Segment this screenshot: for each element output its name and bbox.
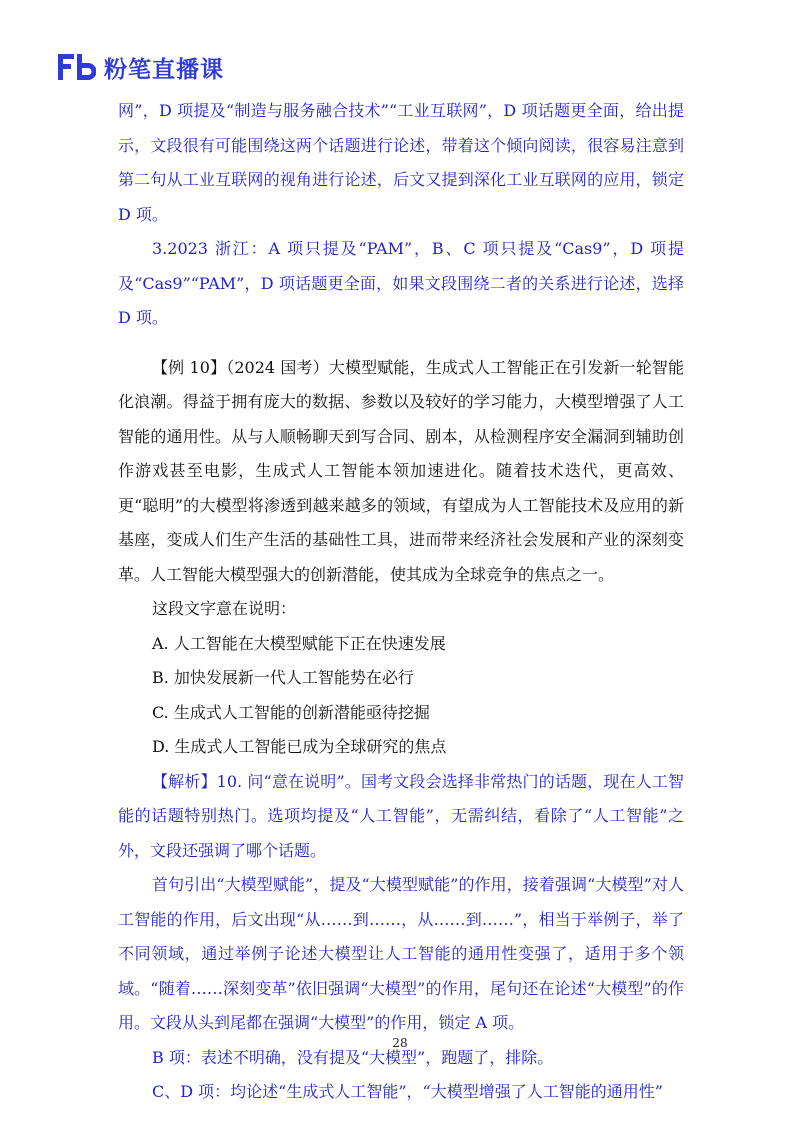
question-stem: 这段文字意在说明： [152,599,297,618]
brand-name: 粉笔直播课 [104,56,224,83]
option-c: C. 生成式人工智能的创新潜能亟待挖掘 [152,702,430,722]
option-d: D. 生成式人工智能已成为全球研究的焦点 [152,737,447,756]
page-content [118,94,684,1110]
example-text: （2024 国考）大模型赋能，生成式人工智能正在引发新一轮智能化浪潮。得益于拥有庞大的数据、参数以及较好的学习能力，大模型增强了人工智能的通用性。从与人顺畅聊天到写合同、剧本，从检测程序安全漏洞到辅助创作游戏甚至电影，生成式人工智能本领加速进化。随着技术迭代，更高效、更“聪明”的大模型将渗透到越来越多的领域，有望成为人工智能技术及应用的新基座，变成人们生产生活的基础性工具，进而带来经济社会发展和产业的深刻变革。人工智能大模型强大的创新潜能，使其成为全球竞争的焦点之一。 [118,357,684,584]
analysis-intro [118,765,684,869]
option-b: B. 加快发展新一代人工智能势在必行 [152,668,414,687]
analysis-text: 10. 问“意在说明”。国考文段会选择非常热门的话题，现在人工智能的话题特别热门。选项均提及“人工智能”，无需纠结，看除了“人工智能”之外，文段还强调了哪个话题。 [118,771,684,860]
option-a: A. 人工智能在大模型赋能下正在快速发展 [152,633,446,653]
page-number: 28 [392,1036,408,1050]
analysis-label: 【解析】 [152,771,217,791]
analysis-option-b: B 项：表述不明确，没有提及“大模型”，跑题了，排除。 [152,1047,554,1067]
fb-logo-icon [58,54,96,80]
analysis-zhejiang: 3.2023 浙江：A 项只提及“PAM”，B、C 项只提及“Cas9”，D 项提及“Cas9”“PAM”，D 项话题更全面，如果文段围绕二者的关系进行论述，选择 D 项。 [118,239,684,327]
analysis-option-cd: C、D 项：均论述“生成式人工智能”，“大模型增强了人工智能的通用性” [152,1082,663,1101]
analysis-body: 首句引出“大模型赋能”，提及“大模型赋能”的作用，接着强调“大模型”对人工智能的作用，后文出现“从……到……，从……到……”，相当于举例子，举了不同领域，通过举例子论述大模型让人工智能的通用性变强了，适用于多个领域。“随着……深刻变革”依旧强调“大模型”的作用，尾句还在论述“大模型”的作用。文段从头到尾都在强调“大模型”的作用，锁定 A 项。 [118,875,684,1032]
brand-logo [58,52,224,82]
example-label: 【例 10】 [152,357,227,377]
analysis-continuation: 网”，D 项提及“制造与服务融合技术”“工业互联网”，D 项话题更全面，给出提示，文段很有可能围绕这两个话题进行论述，带着这个倾向阅读，很容易注意到第二句从工业互联网的视角进行论述，后文又提到深化工业互联网的应用，锁定 D 项。 [118,101,684,224]
example-passage [118,351,684,593]
